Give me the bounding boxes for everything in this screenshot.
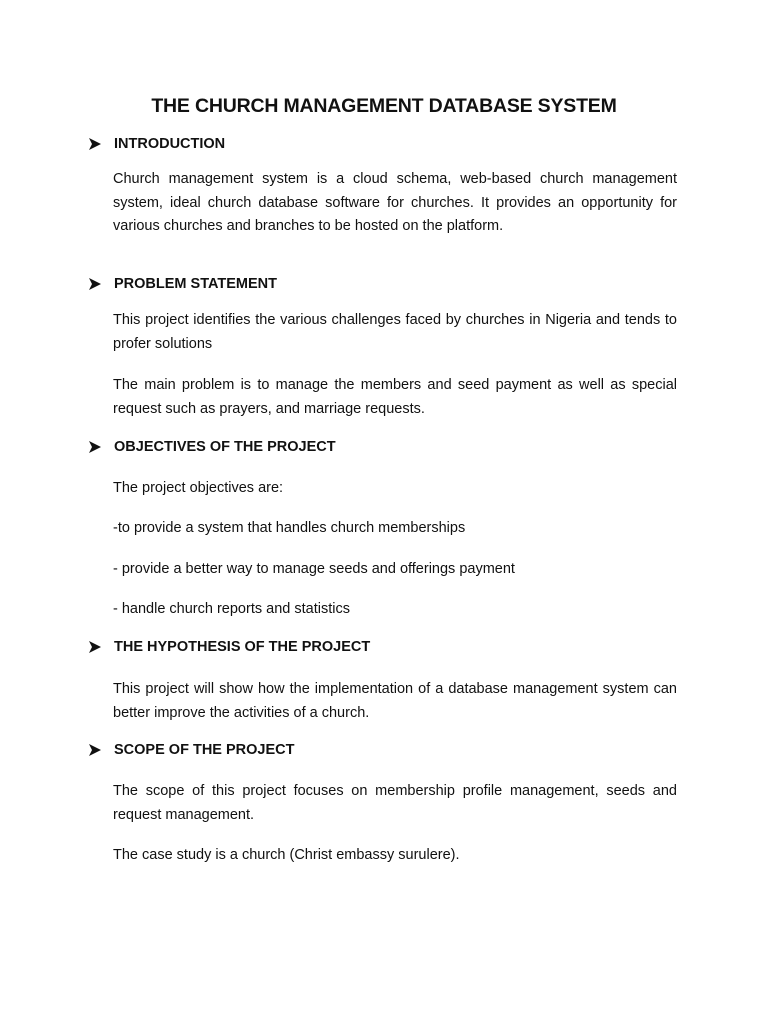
objective-item: - handle church reports and statistics — [113, 601, 350, 617]
section-heading-text: OBJECTIVES OF THE PROJECT — [114, 439, 336, 455]
section-heading-problem-statement — [88, 276, 277, 292]
arrow-bullet-icon — [88, 640, 114, 654]
section-heading-introduction — [88, 136, 225, 152]
section-heading-text: THE HYPOTHESIS OF THE PROJECT — [114, 639, 371, 655]
hypothesis-paragraph: This project will show how the implementation of a database management system can better improve the activities of a church. — [113, 681, 677, 721]
section-heading-scope — [88, 742, 294, 758]
arrow-bullet-icon — [88, 440, 114, 454]
problem-statement-paragraph-1: This project identifies the various challenges faced by churches in Nigeria and tends to profer solutions — [113, 312, 677, 352]
scope-paragraph-2: The case study is a church (Christ embassy surulere). — [113, 847, 460, 863]
document-title: THE CHURCH MANAGEMENT DATABASE SYSTEM — [151, 95, 617, 117]
objective-item: - provide a better way to manage seeds and offerings payment — [113, 561, 515, 577]
section-heading-hypothesis — [88, 639, 370, 655]
section-heading-text: INTRODUCTION — [114, 136, 226, 152]
scope-paragraph-1: The scope of this project focuses on membership profile management, seeds and request management. — [113, 783, 677, 823]
arrow-bullet-icon — [88, 743, 114, 757]
section-heading-text: PROBLEM STATEMENT — [114, 276, 277, 292]
problem-statement-paragraph-2: The main problem is to manage the members and seed payment as well as special request such as prayers, and marriage requests. — [113, 377, 677, 417]
arrow-bullet-icon — [88, 277, 114, 291]
arrow-bullet-icon — [88, 137, 114, 151]
section-heading-objectives — [88, 439, 336, 455]
objectives-intro: The project objectives are: — [113, 480, 284, 496]
objective-item: -to provide a system that handles church memberships — [113, 520, 466, 536]
introduction-paragraph: Church management system is a cloud schema, web-based church management system, ideal church database software for churches. It provides an opportunity for various churches and branches to be hosted on the platform. — [113, 171, 677, 234]
section-heading-text: SCOPE OF THE PROJECT — [114, 742, 295, 758]
